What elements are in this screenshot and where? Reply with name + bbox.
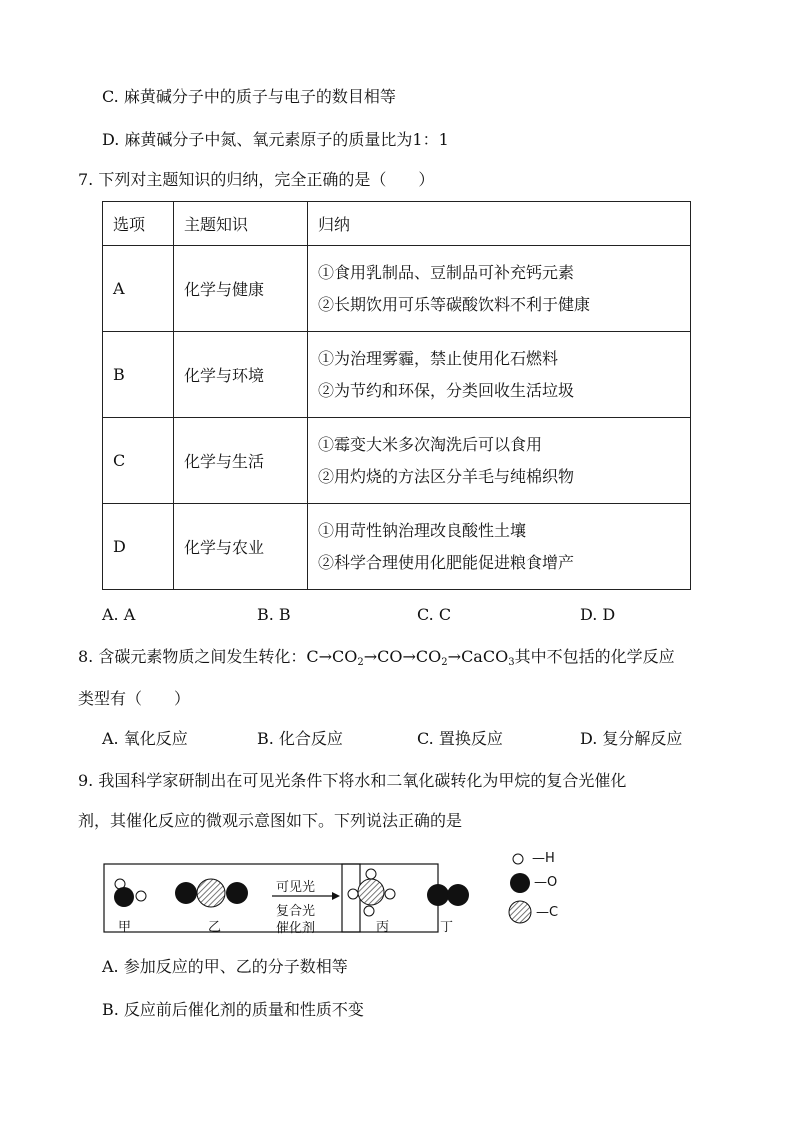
q7-option-c: C. C (417, 605, 452, 624)
q6-option-c: C. 麻黄碱分子中的质子与电子的数目相等 (102, 87, 396, 106)
carbon-dioxide-molecule (175, 879, 248, 907)
q9-stem-line1: 9. 我国科学家研制出在可见光条件下将水和二氧化碳转化为甲烷的复合光催化 (78, 771, 627, 790)
row-topic: 化学与健康 (174, 246, 308, 332)
table-header-summary: 归纳 (308, 202, 691, 246)
q7-option-b: B. B (257, 605, 291, 624)
row-topic: 化学与环境 (174, 332, 308, 418)
legend-oxygen: —O (534, 875, 558, 890)
row-summary (308, 332, 691, 418)
legend-hydrogen: —H (532, 851, 555, 866)
label-yi: 乙 (208, 920, 222, 935)
q6-option-d: D. 麻黄碱分子中氮、氧元素原子的质量比为1：1 (102, 130, 449, 149)
reaction-chain: $C\to CO_2\to CO\to CO_2\to CaCO_3$ (306, 647, 515, 668)
water-molecule (114, 879, 146, 907)
table-row (103, 418, 691, 504)
label-ding: 丁 (440, 920, 454, 935)
row-option: A (103, 246, 174, 332)
q9-option-b: B. 反应前后催化剂的质量和性质不变 (102, 1000, 364, 1019)
summary-item: ②科学合理使用化肥能促进粮食增产 (318, 552, 575, 572)
reaction-diagram-svg (100, 850, 600, 940)
q7-option-a: A. A (102, 605, 136, 624)
arrow-label-catalyst-1: 复合光 (276, 904, 316, 919)
row-topic: 化学与生活 (174, 418, 308, 504)
table-row (103, 246, 691, 332)
table-header-option: 选项 (103, 202, 174, 246)
q7-options (102, 605, 702, 625)
label-bing: 丙 (376, 920, 390, 935)
arrow-label-catalyst-2: 催化剂 (276, 921, 316, 936)
q8-option-d: D. 复分解反应 (580, 729, 683, 748)
oxygen-molecule (427, 884, 469, 906)
summary-item: ②长期饮用可乐等碳酸饮料不利于健康 (318, 294, 591, 314)
q8-option-a: A. 氧化反应 (102, 729, 188, 748)
q9-option-a: A. 参加反应的甲、乙的分子数相等 (102, 957, 348, 976)
summary-item: ①用苛性钠治理改良酸性土壤 (318, 520, 527, 540)
table-row (103, 332, 691, 418)
row-summary (308, 418, 691, 504)
arrow-head (332, 892, 340, 900)
row-summary (308, 246, 691, 332)
row-option: C (103, 418, 174, 504)
q8-option-c: C. 置换反应 (417, 729, 503, 748)
summary-item: ②用灼烧的方法区分羊毛与纯棉织物 (318, 466, 575, 486)
legend (509, 854, 531, 923)
summary-item: ②为节约和环保，分类回收生活垃圾 (318, 380, 575, 400)
table-row (103, 504, 691, 590)
legend-carbon: —C (536, 905, 559, 920)
methane-molecule (348, 869, 395, 916)
row-option: B (103, 332, 174, 418)
q8-stem-suffix: 其中不包括的化学反应 (514, 647, 675, 666)
table-header-topic: 主题知识 (174, 202, 308, 246)
row-topic: 化学与农业 (174, 504, 308, 590)
row-summary (308, 504, 691, 590)
row-option: D (103, 504, 174, 590)
reaction-diagram (100, 850, 600, 940)
q7-stem: 7. 下列对主题知识的归纳，完全正确的是（ ） (78, 170, 435, 189)
summary-item: ①为治理雾霾，禁止使用化石燃料 (318, 348, 559, 368)
q8-stem (78, 647, 675, 667)
q8-options (102, 729, 742, 749)
arrow-label-visible-light: 可见光 (276, 880, 316, 895)
q8-stem-prefix: 8. 含碳元素物质之间发生转化： (78, 647, 307, 666)
q8-option-b: B. 化合反应 (257, 729, 343, 748)
q9-stem-line2: 剂，其催化反应的微观示意图如下。下列说法正确的是 (78, 811, 463, 830)
label-jia: 甲 (118, 920, 132, 935)
summary-item: ①霉变大米多次淘洗后可以食用 (318, 434, 543, 454)
q7-option-d: D. D (580, 605, 616, 624)
q7-table (102, 201, 691, 590)
q8-stem-line2: 类型有（ ） (78, 689, 191, 708)
summary-item: ①食用乳制品、豆制品可补充钙元素 (318, 262, 575, 282)
